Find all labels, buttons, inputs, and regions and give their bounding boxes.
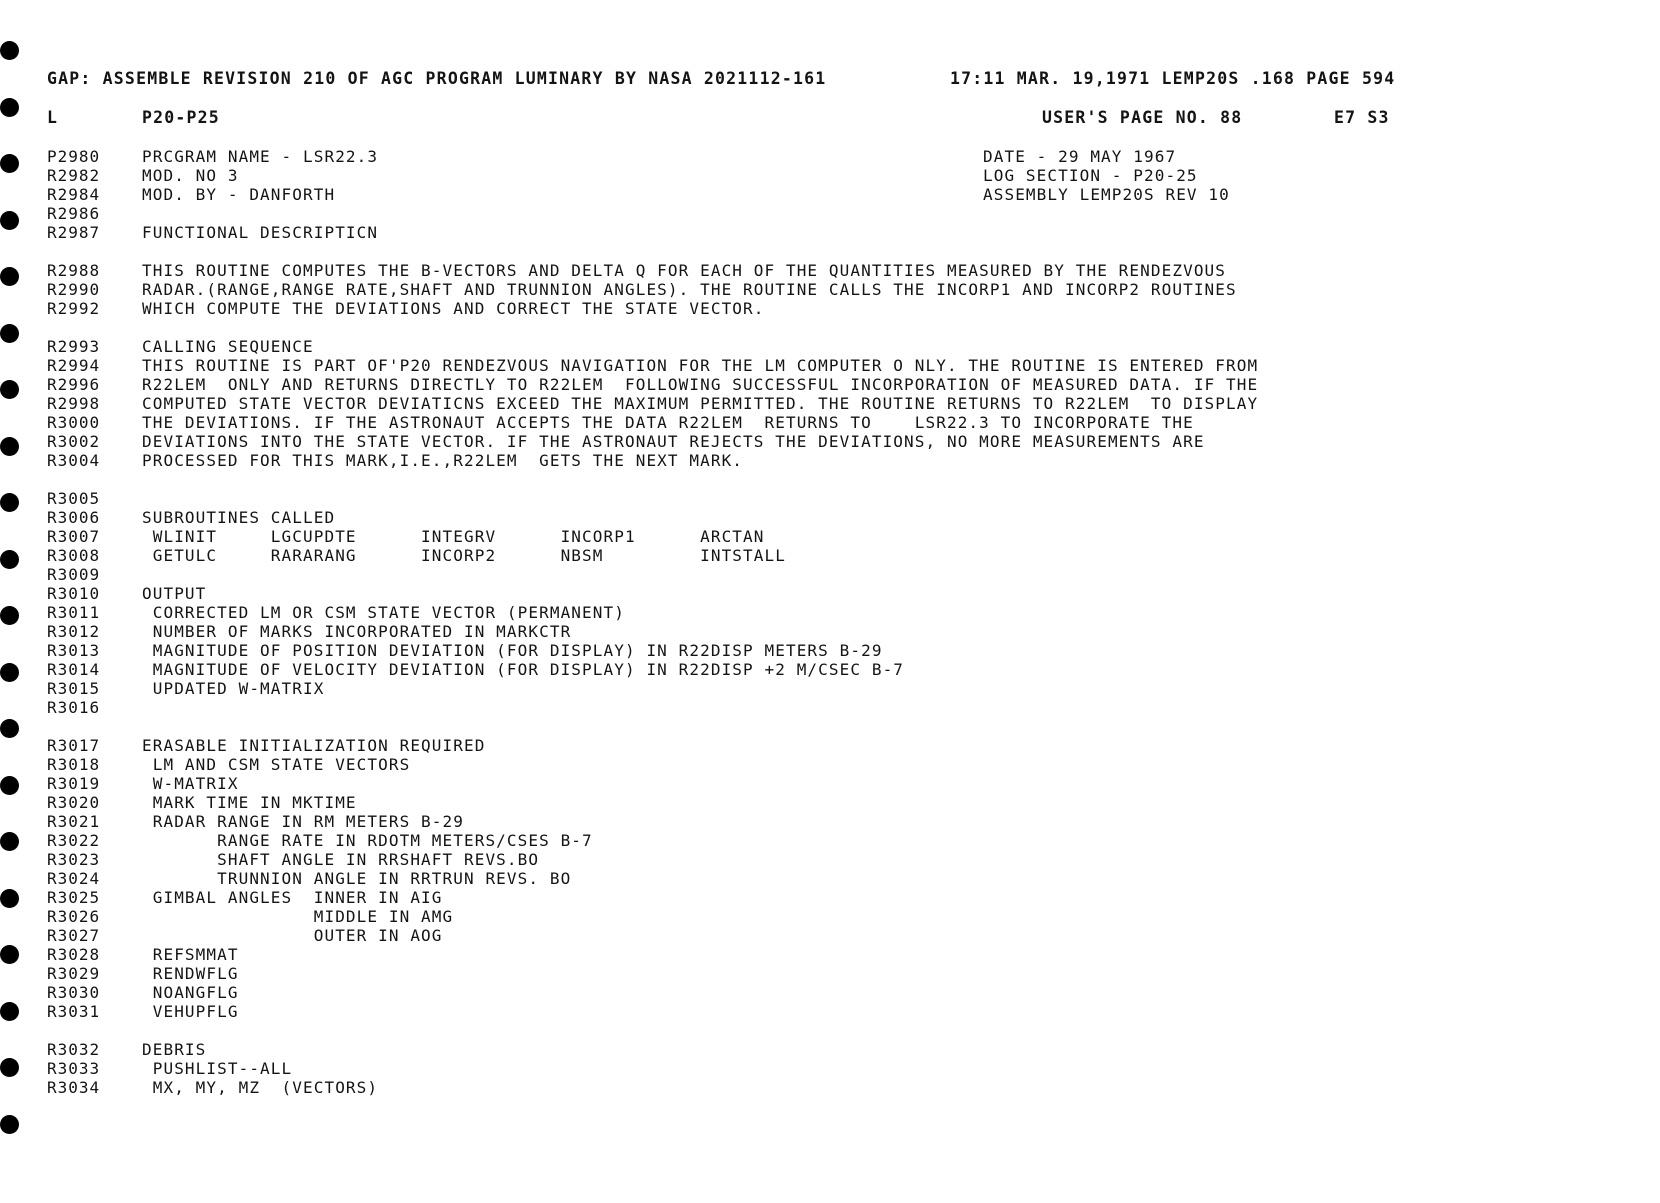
line-text: RADAR RANGE IN RM METERS B-29	[142, 812, 464, 831]
sequence-number: R2987	[47, 223, 101, 242]
line-text: GIMBAL ANGLES INNER IN AIG	[142, 888, 443, 907]
line-text: SHAFT ANGLE IN RRSHAFT REVS.BO	[142, 850, 540, 869]
line-text: MX, MY, MZ (VECTORS)	[142, 1078, 379, 1097]
punch-hole-icon	[0, 154, 19, 173]
punch-hole-icon	[0, 1115, 19, 1134]
sequence-number: R3016	[47, 698, 101, 717]
punch-hole-icon	[0, 380, 19, 399]
sequence-number: R3010	[47, 584, 101, 603]
sequence-number: R2990	[47, 280, 101, 299]
sequence-number: R3033	[47, 1059, 101, 1078]
sequence-number: R3007	[47, 527, 101, 546]
sequence-number: R3017	[47, 736, 101, 755]
punch-hole-icon	[0, 41, 19, 60]
sequence-number: R3002	[47, 432, 101, 451]
line-text: OUTER IN AOG	[142, 926, 443, 945]
punch-hole-icon	[0, 1058, 19, 1077]
line-text: FUNCTIONAL DESCRIPTICN	[142, 223, 379, 242]
line-text: SUBROUTINES CALLED	[142, 508, 336, 527]
sequence-number: R3029	[47, 964, 101, 983]
line-text: PUSHLIST--ALL	[142, 1059, 293, 1078]
assembly-timestamp: 17:11 MAR. 19,1971 LEMP20S .168 PAGE 594	[950, 69, 1396, 88]
sequence-number: R2984	[47, 185, 101, 204]
line-text: THE DEVIATIONS. IF THE ASTRONAUT ACCEPTS THE DATA R22LEM RETURNS TO LSR22.3 TO INCORPORATE THE	[142, 413, 1194, 432]
punch-hole-icon	[0, 98, 19, 117]
sequence-number: R2996	[47, 375, 101, 394]
line-text: PRCGRAM NAME - LSR22.3	[142, 147, 379, 166]
line-text: THIS ROUTINE IS PART OF'P20 RENDEZVOUS NAVIGATION FOR THE LM COMPUTER O NLY. THE ROUTINE IS ENTERED FROM	[142, 356, 1259, 375]
meta-assembly: ASSEMBLY LEMP20S REV 10	[983, 185, 1230, 204]
sequence-number: R3020	[47, 793, 101, 812]
line-text: MOD. NO 3	[142, 166, 239, 185]
sequence-number: R3000	[47, 413, 101, 432]
punch-hole-icon	[0, 889, 19, 908]
sequence-number: R2982	[47, 166, 101, 185]
sequence-number: R2992	[47, 299, 101, 318]
sequence-number: R3027	[47, 926, 101, 945]
line-text: LM AND CSM STATE VECTORS	[142, 755, 411, 774]
line-text: DEBRIS	[142, 1040, 207, 1059]
section-label: L	[47, 108, 59, 127]
line-text: COMPUTED STATE VECTOR DEVIATICNS EXCEED THE MAXIMUM PERMITTED. THE ROUTINE RETURNS TO R22LEM TO DISPLAY	[142, 394, 1259, 413]
sequence-number: R2993	[47, 337, 101, 356]
punch-hole-icon	[0, 945, 19, 964]
sequence-number: R3024	[47, 869, 101, 888]
line-text: NOANGFLG	[142, 983, 239, 1002]
line-text: MAGNITUDE OF VELOCITY DEVIATION (FOR DISPLAY) IN R22DISP +2 M/CSEC B-7	[142, 660, 905, 679]
sequence-number: R3026	[47, 907, 101, 926]
punch-hole-icon	[0, 776, 19, 795]
line-text: PROCESSED FOR THIS MARK,I.E.,R22LEM GETS THE NEXT MARK.	[142, 451, 744, 470]
sequence-number: R3032	[47, 1040, 101, 1059]
line-text: NUMBER OF MARKS INCORPORATED IN MARKCTR	[142, 622, 572, 641]
punch-hole-icon	[0, 832, 19, 851]
punch-hole-icon	[0, 719, 19, 738]
sequence-number: R3031	[47, 1002, 101, 1021]
line-text: MARK TIME IN MKTIME	[142, 793, 357, 812]
sequence-number: R3014	[47, 660, 101, 679]
sequence-number: P2980	[47, 147, 101, 166]
sequence-number: R3034	[47, 1078, 101, 1097]
page-code: E7 S3	[1334, 108, 1390, 127]
sequence-number: R2994	[47, 356, 101, 375]
sequence-number: R3005	[47, 489, 101, 508]
meta-log-section: LOG SECTION - P20-25	[983, 166, 1198, 185]
line-text: GETULC RARARANG INCORP2 NBSM INTSTALL	[142, 546, 786, 565]
sequence-number: R2988	[47, 261, 101, 280]
line-text: WLINIT LGCUPDTE INTEGRV INCORP1 ARCTAN	[142, 527, 765, 546]
punch-hole-icon	[0, 663, 19, 682]
line-text: W-MATRIX	[142, 774, 239, 793]
meta-date: DATE - 29 MAY 1967	[983, 147, 1177, 166]
line-text: R22LEM ONLY AND RETURNS DIRECTLY TO R22LEM FOLLOWING SUCCESSFUL INCORPORATION OF MEASURED DATA. IF THE	[142, 375, 1259, 394]
line-text: REFSMMAT	[142, 945, 239, 964]
punch-hole-icon	[0, 550, 19, 569]
line-text: RADAR.(RANGE,RANGE RATE,SHAFT AND TRUNNION ANGLES). THE ROUTINE CALLS THE INCORP1 AND INCORP2 ROUTINES	[142, 280, 1237, 299]
sequence-number: R3022	[47, 831, 101, 850]
punch-hole-icon	[0, 1002, 19, 1021]
line-text: MOD. BY - DANFORTH	[142, 185, 336, 204]
punch-hole-icon	[0, 211, 19, 230]
punch-hole-icon	[0, 606, 19, 625]
punch-hole-icon	[0, 493, 19, 512]
sequence-number: R3009	[47, 565, 101, 584]
punch-hole-icon	[0, 437, 19, 456]
sequence-number: R3023	[47, 850, 101, 869]
punch-hole-icon	[0, 324, 19, 343]
program-range: P20-P25	[142, 108, 220, 127]
line-text: MAGNITUDE OF POSITION DEVIATION (FOR DISPLAY) IN R22DISP METERS B-29	[142, 641, 883, 660]
sequence-number: R3028	[47, 945, 101, 964]
sequence-number: R2998	[47, 394, 101, 413]
sequence-number: R3006	[47, 508, 101, 527]
line-text: CORRECTED LM OR CSM STATE VECTOR (PERMANENT)	[142, 603, 625, 622]
sequence-number: R3004	[47, 451, 101, 470]
sequence-number: R2986	[47, 204, 101, 223]
sequence-number: R3018	[47, 755, 101, 774]
line-text: OUTPUT	[142, 584, 207, 603]
sequence-number: R3012	[47, 622, 101, 641]
user-page-number: USER'S PAGE NO. 88	[1042, 108, 1243, 127]
assembly-title: GAP: ASSEMBLE REVISION 210 OF AGC PROGRAM LUMINARY BY NASA 2021112-161	[47, 69, 827, 88]
sequence-number: R3030	[47, 983, 101, 1002]
sequence-number: R3021	[47, 812, 101, 831]
punch-hole-icon	[0, 267, 19, 286]
sequence-number: R3011	[47, 603, 101, 622]
line-text: TRUNNION ANGLE IN RRTRUN REVS. BO	[142, 869, 572, 888]
line-text: DEVIATIONS INTO THE STATE VECTOR. IF THE ASTRONAUT REJECTS THE DEVIATIONS, NO MORE MEASUREMENTS ARE	[142, 432, 1205, 451]
line-text: RANGE RATE IN RDOTM METERS/CSES B-7	[142, 831, 593, 850]
sequence-number: R3013	[47, 641, 101, 660]
sequence-number: R3008	[47, 546, 101, 565]
line-text: WHICH COMPUTE THE DEVIATIONS AND CORRECT THE STATE VECTOR.	[142, 299, 765, 318]
line-text: CALLING SEQUENCE	[142, 337, 314, 356]
line-text: UPDATED W-MATRIX	[142, 679, 325, 698]
line-text: ERASABLE INITIALIZATION REQUIRED	[142, 736, 486, 755]
line-text: THIS ROUTINE COMPUTES THE B-VECTORS AND DELTA Q FOR EACH OF THE QUANTITIES MEASURED BY THE RENDEZVOUS	[142, 261, 1227, 280]
line-text: MIDDLE IN AMG	[142, 907, 454, 926]
line-text: VEHUPFLG	[142, 1002, 239, 1021]
line-text: RENDWFLG	[142, 964, 239, 983]
sequence-number: R3019	[47, 774, 101, 793]
sequence-number: R3025	[47, 888, 101, 907]
sequence-number: R3015	[47, 679, 101, 698]
